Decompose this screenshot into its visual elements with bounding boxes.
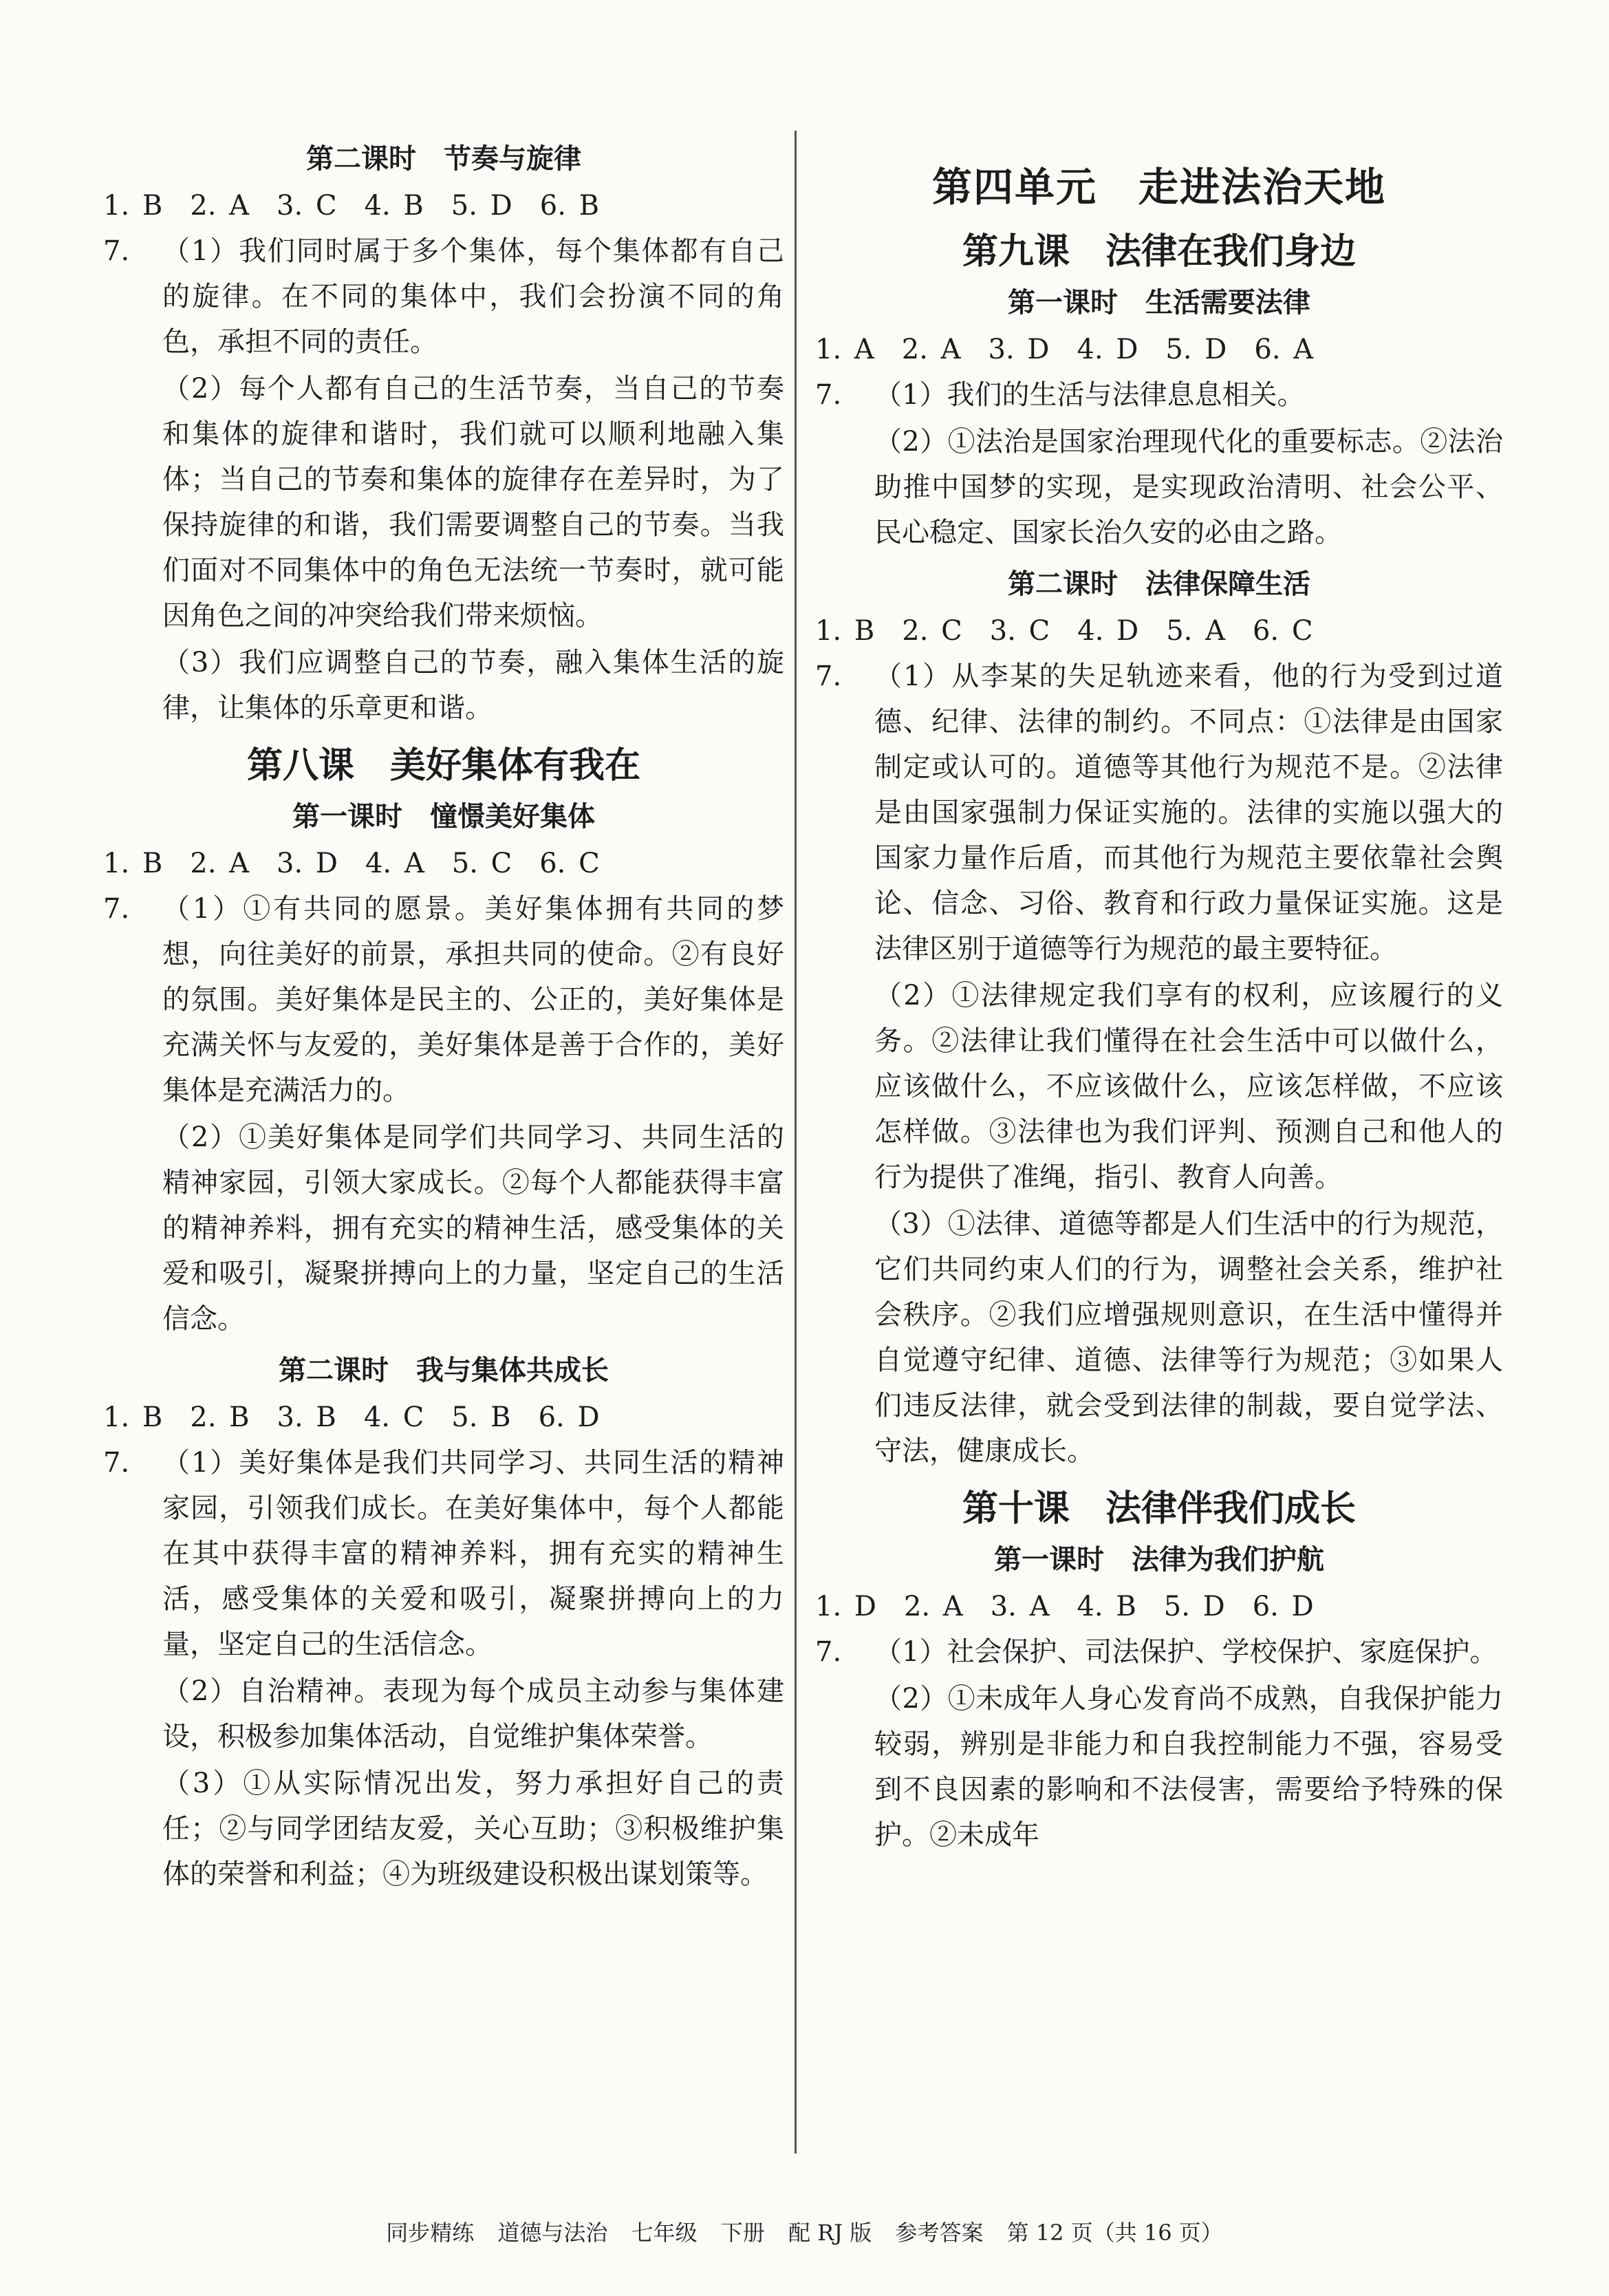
footer-section: 参考答案 — [895, 2220, 984, 2246]
multiple-choice-answers: 1. B 2. A 3. D 4. A 5. C 6. C — [103, 848, 600, 879]
answer-paragraph: （2）每个人都有自己的生活节奏，当自己的节奏和集体的旋律和谐时，我们就可以顺利地融入集体；当自己的节奏和集体的旋律存在差异时，为了保持旋律的和谐，我们需要调整自己的节奏。当我们面对不同集体中的角色无法统一节奏时，就可能因角色之间的冲突给我们带来烦恼。 — [162, 373, 784, 632]
answer-paragraph: （1）我们的生活与法律息息相关。 — [874, 379, 1305, 411]
period-heading: 第二课时 法律保障生活 — [1008, 568, 1310, 600]
answer-paragraph: （1）从李某的失足轨迹来看，他的行为受到过道德、纪律、法律的制约。不同点：①法律是由国家制定或认可的。道德等其他行为规范不是。②法律是由国家强制力保证实施的。法律的实施以强大的国家力量作后盾，而其他行为规范主要依靠社会舆论、信念、习俗、教育和行政力量保证实施。这是法律区别于道德等行为规范的最主要特征。 — [874, 661, 1503, 965]
period-heading: 第二课时 我与集体共成长 — [279, 1355, 609, 1386]
answer-paragraph: （1）社会保护、司法保护、学校保护、家庭保护。 — [874, 1636, 1498, 1668]
answer-paragraph: （2）①美好集体是同学们共同学习、共同生活的精神家园，引领大家成长。②每个人都能获得丰富的精神养料，拥有充实的精神生活，感受集体的关爱和吸引，凝聚拼搏向上的力量，坚定自己的生活信念。 — [162, 1122, 784, 1335]
multiple-choice-answers: 1. D 2. A 3. A 4. B 5. D 6. D — [815, 1591, 1314, 1622]
left-column — [103, 127, 784, 1897]
question-7 — [103, 228, 784, 731]
question-number: 7. — [815, 379, 842, 411]
column-divider — [795, 131, 797, 2154]
right-column — [815, 127, 1503, 1858]
period-heading: 第一课时 生活需要法律 — [1008, 287, 1310, 319]
question-7 — [103, 886, 784, 1342]
question-number: 7. — [815, 1636, 842, 1668]
footer-subject: 道德与法治 — [497, 2220, 608, 2246]
multiple-choice-answers: 1. B 2. A 3. C 4. B 5. D 6. B — [103, 190, 600, 222]
question-number: 7. — [815, 661, 842, 692]
lesson-heading: 第八课 美好集体有我在 — [246, 745, 640, 786]
answer-paragraph: （1）①有共同的愿景。美好集体拥有共同的梦想，向往美好的前景，承担共同的使命。②有良好的氛围。美好集体是民主的、公正的，美好集体是充满关怀与友爱的，美好集体是善于合作的，美好集体是充满活力的。 — [162, 893, 784, 1106]
period-heading: 第二课时 节奏与旋律 — [306, 143, 581, 175]
question-7 — [103, 1440, 784, 1897]
multiple-choice-answers: 1. B 2. B 3. B 4. C 5. B 6. D — [103, 1402, 600, 1433]
lesson-heading: 第九课 法律在我们身边 — [962, 231, 1356, 272]
answer-paragraph: （2）自治精神。表现为每个成员主动参与集体建设，积极参加集体活动，自觉维护集体荣誉。 — [162, 1675, 784, 1752]
answer-paragraph: （2）①法律规定我们享有的权利，应该履行的义务。②法律让我们懂得在社会生活中可以做什么，应该做什么，不应该做什么，应该怎样做，不应该怎样做。③法律也为我们评判、预测自己和他人的行为提供了准绳，指引、教育人向善。 — [874, 980, 1503, 1193]
lesson-heading: 第十课 法律伴我们成长 — [962, 1488, 1356, 1530]
footer-grade: 七年级 — [631, 2220, 698, 2246]
period-heading: 第一课时 法律为我们护航 — [994, 1544, 1324, 1576]
page-footer — [0, 2215, 1609, 2247]
question-number: 7. — [103, 893, 130, 925]
unit-heading: 第四单元 走进法治天地 — [931, 164, 1386, 211]
question-7 — [815, 654, 1503, 1474]
answer-paragraph: （2）①法治是国家治理现代化的重要标志。②法治助推中国梦的实现，是实现政治清明、社会公平、民心稳定、国家长治久安的必由之路。 — [874, 426, 1503, 548]
answer-paragraph: （3）①从实际情况出发，努力承担好自己的责任；②与同学团结友爱，关心互助；③积极维护集体的荣誉和利益；④为班级建设积极出谋划策等。 — [162, 1768, 784, 1890]
period-heading: 第一课时 憧憬美好集体 — [292, 801, 595, 833]
footer-edition: 配 RJ 版 — [788, 2220, 872, 2246]
question-number: 7. — [103, 1447, 130, 1479]
question-7 — [815, 1629, 1503, 1858]
footer-book: 同步精练 — [386, 2220, 475, 2246]
answer-paragraph: （1）我们同时属于多个集体，每个集体都有自己的旋律。在不同的集体中，我们会扮演不同的角色，承担不同的责任。 — [162, 235, 784, 358]
footer-volume: 下册 — [720, 2220, 765, 2246]
answer-paragraph: （2）①未成年人身心发育尚不成熟，自我保护能力较弱，辨别是非能力和自我控制能力不强，容易受到不良因素的影响和不法侵害，需要给予特殊的保护。②未成年 — [874, 1683, 1503, 1851]
multiple-choice-answers: 1. B 2. C 3. C 4. D 5. A 6. C — [815, 615, 1313, 647]
footer-page-number: 第 12 页（共 16 页） — [1006, 2220, 1223, 2246]
answer-paragraph: （3）①法律、道德等都是人们生活中的行为规范，它们共同约束人们的行为，调整社会关系，维护社会秩序。②我们应增强规则意识，在生活中懂得并自觉遵守纪律、道德、法律等行为规范；③如果人们违反法律，就会受到法律的制裁，要自觉学法、守法，健康成长。 — [874, 1208, 1503, 1467]
answer-paragraph: （1）美好集体是我们共同学习、共同生活的精神家园，引领我们成长。在美好集体中，每个人都能在其中获得丰富的精神养料，拥有充实的精神生活，感受集体的关爱和吸引，凝聚拼搏向上的力量，坚定自己的生活信念。 — [162, 1447, 784, 1660]
question-number: 7. — [103, 235, 130, 267]
answer-paragraph: （3）我们应调整自己的节奏，融入集体生活的旋律，让集体的乐章更和谐。 — [162, 647, 784, 724]
question-7 — [815, 372, 1503, 555]
multiple-choice-answers: 1. A 2. A 3. D 4. D 5. D 6. A — [815, 334, 1314, 365]
